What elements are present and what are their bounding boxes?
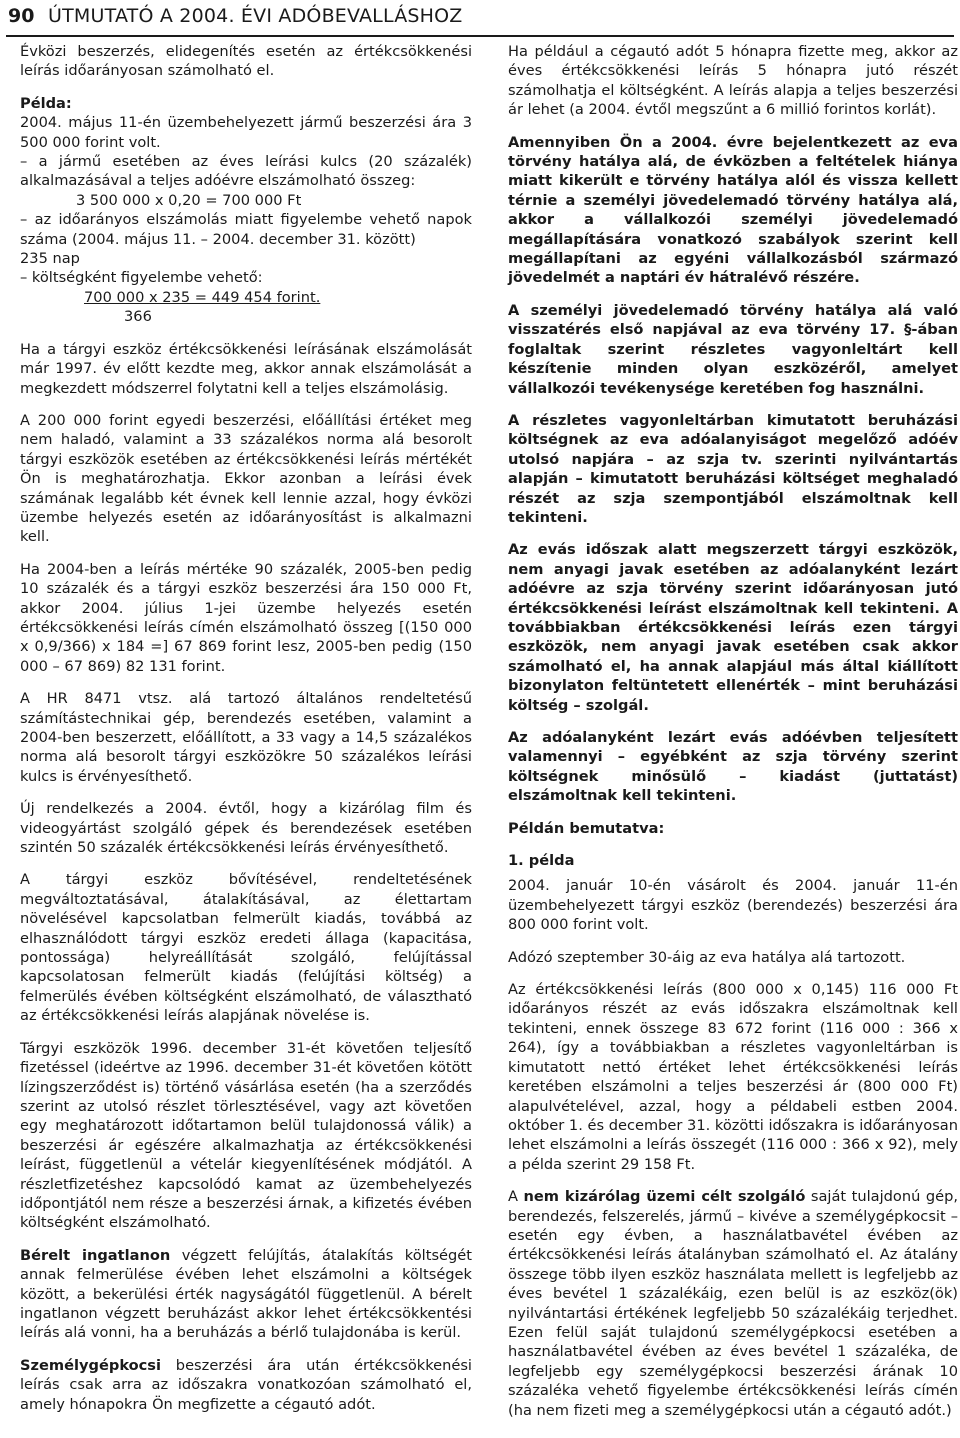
bold-paragraph: Az adóalanyként lezárt evás adóévben teljesített valamennyi – egyébként az szja törvény szerint költségnek minősülő – kiadást (juttatást) elszámoltnak kell tekinteni.	[508, 729, 958, 805]
paragraph: Adózó szeptember 30-áig az eva hatálya alá tartozott.	[508, 948, 906, 966]
paragraph: Ha 2004-ben a leírás mértéke 90 százalék, 2005-ben pedig 10 százalék és a tárgyi eszköz beszerzési ára 150 000 Ft, akkor 2004. július 1-jei üzembe helyezés esetén értékcsökkenési leírás címén elszámolható összeg [(150 000 x 0,9/366) x 184 =] 67 869 forint lesz, 2005-ben pedig (150 000 – 67 869) 82 131 forint.	[20, 560, 472, 675]
bold-paragraph: A részletes vagyonleltárban kimutatott beruházási költségnek az eva adóalanyiságot megelőző adóév utolsó napjára – az szja tv. szerinti nyilvántartás alapján – kimutatott beruházási költséget meghaladó részét az szja szempontjából elszámoltnak kell tekinteni.	[508, 411, 958, 526]
paragraph: Ha például a cégautó adót 5 hónapra fizette meg, akkor az éves értékcsökkenési leírás 5 hónapra jutó részét számolhatja el költségként. A leírás alapja a teljes beszerzési ár lehet (a 2004. évtől megszűnt a 6 millió forintos korlát).	[508, 43, 958, 119]
page-number: 90	[8, 5, 35, 27]
calc-line: – költségként figyelembe vehető:	[20, 269, 263, 287]
fraction-denominator: 366	[124, 308, 152, 326]
example-text: 2004. május 11-én üzembehelyezett jármű beszerzési ára 3 500 000 forint volt.	[20, 114, 472, 151]
bold-paragraph: A személyi jövedelemadó törvény hatálya alá való visszatérés első napjával az eva törvény 17. §-ában foglaltak szerint részletes vagyonleltárt kell készítenie minden olyan eszközéről, amelyet vállalkozói tevékenysége keretében fog használni.	[508, 301, 958, 397]
fraction	[20, 288, 320, 327]
paragraph-text: saját tulajdonú gép, berendezés, felszerelés, jármű – kivéve a személygépkocsit – esetén egy évben, a használatbavétel évében az értékcsökkenési leírás átalányban számolható el. Az átalány összege több ilyen eszköz használata mellett is legfeljebb az éves bevétel 1 százalékáig, ezen belül is az eszköz(ök) nyilvántartási értékének legfeljebb 50 százalékáig terjedhet. Ezen felül saját tulajdonú személygépkocsi esetében a használatbavétel évében az éves bevétel 1 százaléka, de legfeljebb egy személygépkocsi beszerzési árának 10 százaléka vehető figyelembe értékcsökkenési leírás címén (ha nem fizeti meg a személygépkocsi után a cégautó adót.)	[508, 1188, 959, 1419]
paragraph: Ha a tárgyi eszköz értékcsökkenési leírásának elszámolását már 1997. év előtt kezdte meg, akkor annak elszámolását a megkezdett módszerrel folytatni kell a teljes elszámolásig.	[20, 340, 472, 397]
paragraph-text: beszerzési ára után értékcsökkenési leírás csak arra az időszakra vonatkozóan számolható el, amely hónapokra Ön megfizette a cégautó adót.	[20, 1356, 472, 1413]
paragraph: Tárgyi eszközök 1996. december 31-ét követően teljesítő fizetéssel (ideértve az 1996. december 31-ét követően kötött lízingszerződést is) történő vásárlása esetén (ha a szerződés szerint az utolsó részlet törlesztésével, vagy azt követően egy meghatározott időtartamon belül tulajdonossá válik) a beszerzési ár egészére alkalmazhatja az értékcsökkenési leírást, függetlenül a vételár kiegyenlítésének módjától. A részletfizetéshez kapcsolódó kamat az üzembehelyezés időpontjától nem része a beszerzési árnak, a kifizetés évében költségként elszámolható.	[20, 1039, 472, 1232]
example-number: 1. példa	[508, 852, 575, 870]
example-block	[20, 94, 472, 327]
paragraph: A tárgyi eszköz bővítésével, rendeltetésének megváltoztatásával, átalakításával, az élettartam növelésével kapcsolatban felmerült kiadás, továbbá az elhasználódott tárgyi eszköz eredeti állaga (kapacitása, pontossága) helyreállítását szolgáló, felújítással kapcsolatosan felmerült kiadás (felújítási költség) a felmerülés évében költségként elszámolható, de választható az értékcsökkenési leírás alapjának növelése is.	[20, 871, 472, 1025]
calc-result: 235 nap	[20, 250, 80, 268]
bold-paragraph: Az evás időszak alatt megszerzett tárgyi eszközök, nem anyagi javak esetében az adóalanyként lezárt adóévre az szja törvény szerint időarányosan jutó értékcsökkenési leírást elszámoltnak kell tekinteni. A továbbiakban értékcsökkenési leírás ezen tárgyi eszközök, nem anyagi javak esetében csak akkor számolható el, ha annak alapjául más által kiállított bizonylaton feltüntetett ellenérték – mint beruházási költség – szolgál.	[508, 541, 958, 714]
page-header	[6, 2, 954, 37]
calc-line: – a jármű esetében az éves leírási kulcs (20 százalék) alkalmazásával a teljes adóévre elszámolható összeg:	[20, 153, 472, 190]
paragraph: Évközi beszerzés, elidegenítés esetén az értékcsökkenési leírás időarányosan számolható el.	[20, 43, 472, 80]
paragraph	[20, 1356, 472, 1414]
example-label: Példa:	[20, 94, 72, 112]
fraction-numerator: 700 000 x 235 = 449 454 forint.	[84, 288, 321, 306]
paragraph	[20, 1246, 472, 1343]
left-column	[20, 42, 472, 1427]
paragraph	[508, 1187, 958, 1420]
bold-term: Személygépkocsi	[20, 1356, 161, 1374]
paragraph: Új rendelkezés a 2004. évtől, hogy a kizárólag film és videogyártást szolgáló gépek és berendezések esetében szintén 50 százalék értékcsökkenési leírás érvényesíthető.	[20, 800, 472, 857]
bold-term: nem kizárólag üzemi célt szolgáló	[523, 1188, 806, 1206]
bold-term: Bérelt ingatlanon	[20, 1246, 171, 1264]
paragraph: A 200 000 forint egyedi beszerzési, előállítási értéket meg nem haladó, valamint a 33 százalékos norma alá besorolt tárgyi eszközök esetében az értékcsökkenési leírás mértékét Ön is meghatározhatja. Ekkor azonban a leírási évek számának legalább két évnek kell lennie azzal, hogy évközi üzembe helyezés esetén az időarányosítást is alkalmazni kell.	[20, 411, 472, 546]
paragraph: Az értékcsökkenési leírás (800 000 x 0,145) 116 000 Ft időarányos részét az evás időszakra elszámoltnak kell tekinteni, ennek összege 83 672 forint (116 000 : 366 x 264), így a továbbiakban a részletes vagyonleltárban is kimutatott nettó értéket lehet értékcsökkenési leírás keretében elszámolni a teljes beszerzési ár (800 000 Ft) alapulvételével, azzal, hogy a példabeli estben 2004. október 1. és december 31. közötti időszakra is időarányosan lehet elszámolni a leírás összegét (116 000 : 366 x 92), mely a példa szerint 29 158 Ft.	[508, 981, 958, 1173]
calc-result: 3 500 000 x 0,20 = 700 000 Ft	[76, 191, 302, 209]
page-title: ÚTMUTATÓ A 2004. ÉVI ADÓBEVALLÁSHOZ	[48, 5, 463, 27]
right-column	[508, 42, 958, 1433]
calc-line: – az időarányos elszámolás miatt figyelembe vehető napok száma (2004. május 11. – 2004. december 31. között)	[20, 211, 472, 248]
bold-paragraph: Amennyiben Ön a 2004. évre bejelentkezett az eva törvény hatálya alá, de évközben a feltételek hiánya miatt kikerült e törvény hatálya alól és vissza kellett térnie a személyi jövedelemadó törvény hatálya alá, akkor a vállalkozói személyi jövedelemadó megállapítására vonatkozó szabályok szerint kell megállapítani az egyéni vállalkozásból származó jövedelmét a naptári év hátralévő részére.	[508, 133, 958, 287]
paragraph: 2004. január 10-én vásárolt és 2004. január 11-én üzembehelyezett tárgyi eszköz (berendezés) beszerzési ára 800 000 forint volt.	[508, 877, 958, 934]
paragraph: A HR 8471 vtsz. alá tartozó általános rendeltetésű számítástechnikai gép, berendezés esetében, valamint a 2004-ben beszerzett, előállított, a 33 vagy a 14,5 százalékos norma alá besorolt tárgyi eszközökre 50 százalékos leírási kulcs is érvényesíthető.	[20, 690, 472, 785]
paragraph-text: A	[508, 1188, 524, 1206]
paragraph-text: végzett felújítás, átalakítás költségét annak felmerülése évében lehet elszámolni a költségek között, a bekerülési érték nagyságától függetlenül. A bérelt ingatlanon végzett beruházást akkor lehet értékcsökkentési leírás alá vonni, ha a beruházás a bérlő tulajdonába is kerül.	[20, 1246, 472, 1342]
section-heading: Példán bemutatva:	[508, 819, 665, 837]
